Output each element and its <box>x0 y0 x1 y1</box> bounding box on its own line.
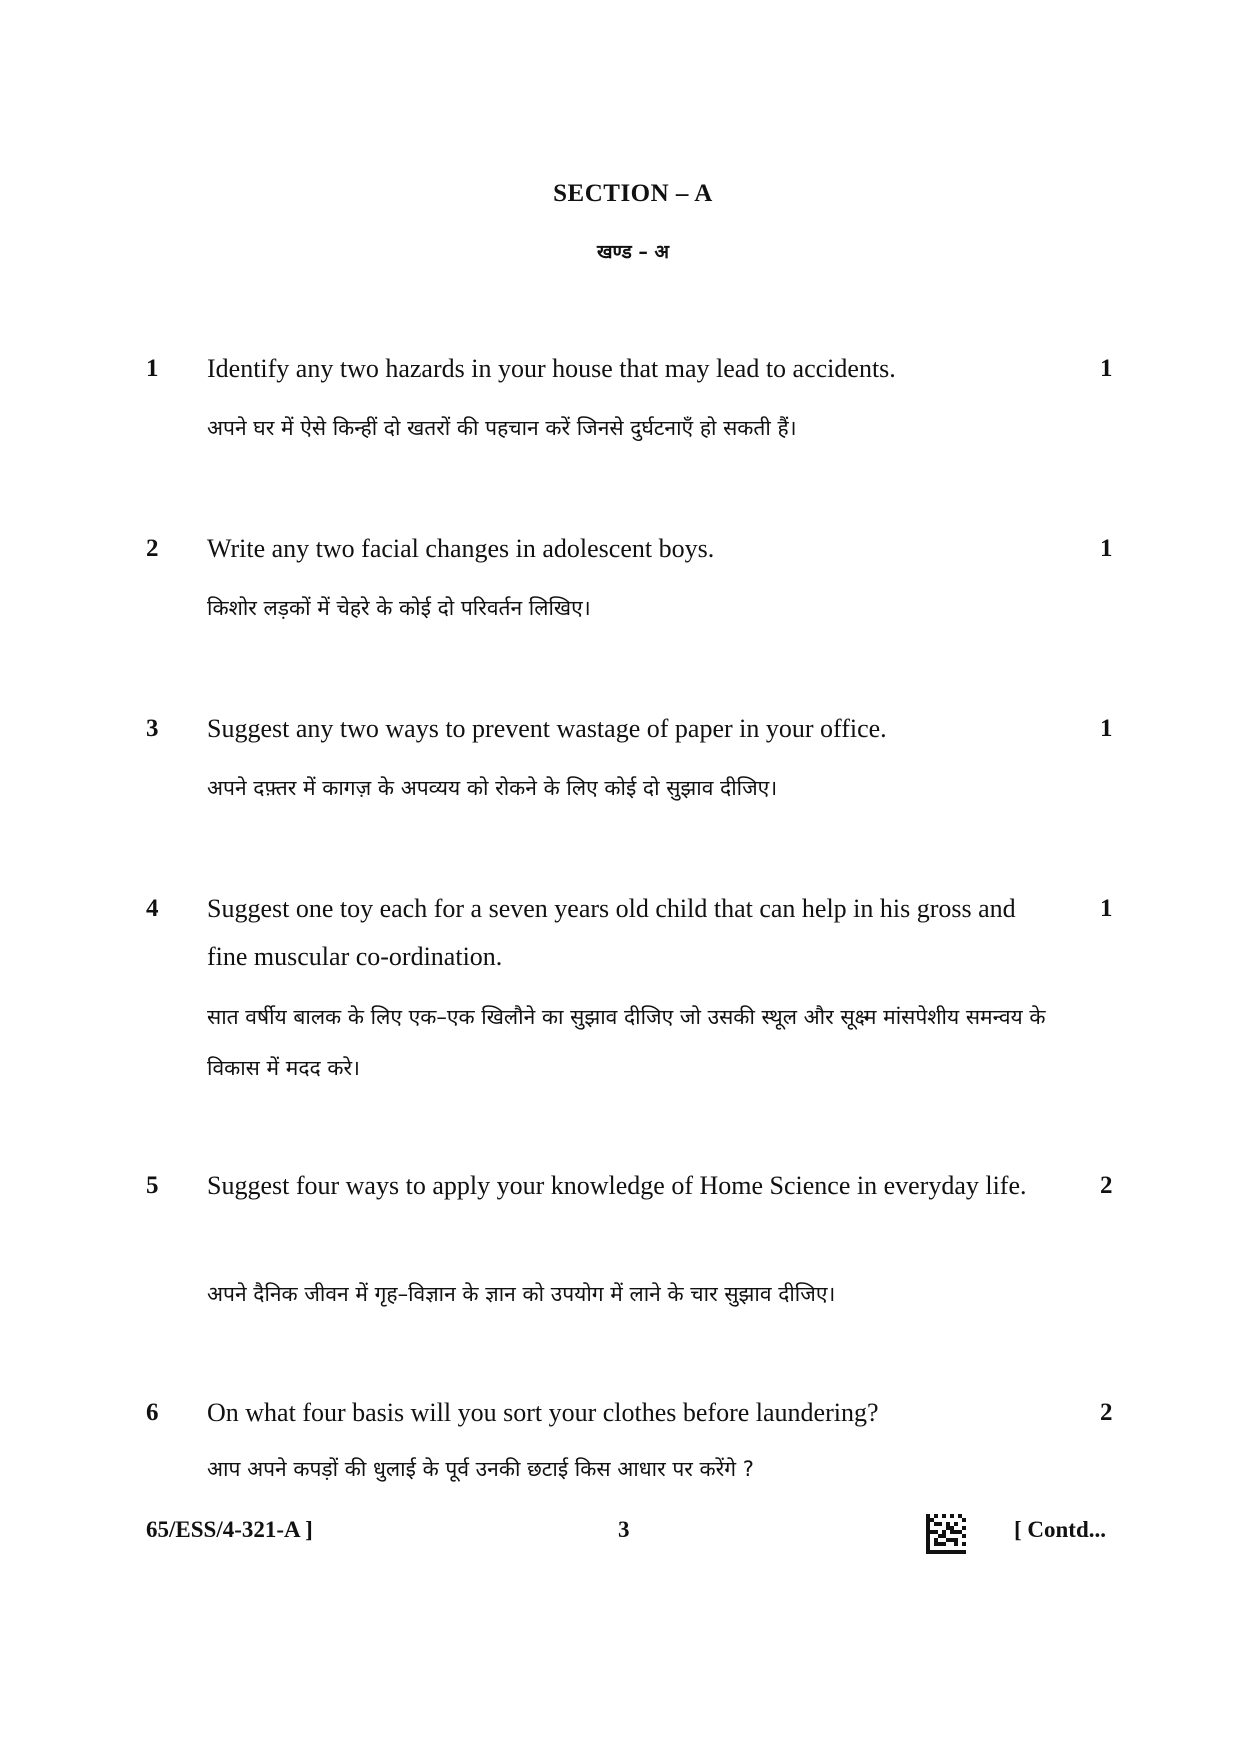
question-text-english: Suggest one toy each for a seven years old child that can help in his gross and fine muscular co-ordination. <box>207 894 1016 971</box>
question-text-english: Suggest any two ways to prevent wastage of paper in your office. <box>207 714 887 743</box>
question-number: 2 <box>146 535 159 562</box>
question-marks: 1 <box>1100 715 1113 742</box>
question-text-hindi: किशोर लड़कों में चेहरे के कोई दो परिवर्तन लिखिए। <box>207 596 591 620</box>
question-marks: 1 <box>1100 355 1113 382</box>
question-marks: 1 <box>1100 895 1113 922</box>
section-title: SECTION – A <box>553 180 713 207</box>
question-number: 5 <box>146 1172 159 1199</box>
question-number: 4 <box>146 895 159 922</box>
question-number: 6 <box>146 1399 159 1426</box>
question-number: 3 <box>146 715 159 742</box>
question-marks: 2 <box>1100 1172 1113 1199</box>
qr-code-icon <box>926 1514 966 1554</box>
question-text-hindi: सात वर्षीय बालक के लिए एक–एक खिलौने का सुझाव दीजिए जो उसकी स्थूल और सूक्ष्म मांसपेशीय समन्वय के विकास में मदद करे। <box>207 1005 1046 1080</box>
question-text-hindi: अपने दैनिक जीवन में गृह–विज्ञान के ज्ञान को उपयोग में लाने के चार सुझाव दीजिए। <box>207 1282 836 1306</box>
question-number: 1 <box>146 355 159 382</box>
continued-label: [ Contd... <box>1014 1517 1107 1542</box>
page-footer <box>0 1517 1240 1567</box>
paper-code: 65/ESS/4-321-A ] <box>146 1517 313 1542</box>
question-text-english: Identify any two hazards in your house that may lead to accidents. <box>207 354 896 383</box>
question-marks: 1 <box>1100 535 1113 562</box>
question-text-hindi: अपने दफ़्तर में कागज़ के अपव्यय को रोकने के लिए कोई दो सुझाव दीजिए। <box>207 776 778 800</box>
page-number: 3 <box>618 1517 630 1542</box>
question-marks: 2 <box>1100 1399 1113 1426</box>
question-text-english: On what four basis will you sort your clothes before laundering? <box>207 1398 879 1427</box>
question-text-hindi: अपने घर में ऐसे किन्हीं दो खतरों की पहचान करें जिनसे दुर्घटनाएँ हो सकती हैं। <box>207 416 797 440</box>
question-text-hindi: आप अपने कपड़ों की धुलाई के पूर्व उनकी छटाई किस आधार पर करेंगे ? <box>207 1457 754 1481</box>
question-text-english: Write any two facial changes in adolescent boys. <box>207 534 715 563</box>
section-title-hindi: खण्ड – अ <box>597 241 669 263</box>
question-text-english: Suggest four ways to apply your knowledge of Home Science in everyday life. <box>207 1171 1027 1200</box>
